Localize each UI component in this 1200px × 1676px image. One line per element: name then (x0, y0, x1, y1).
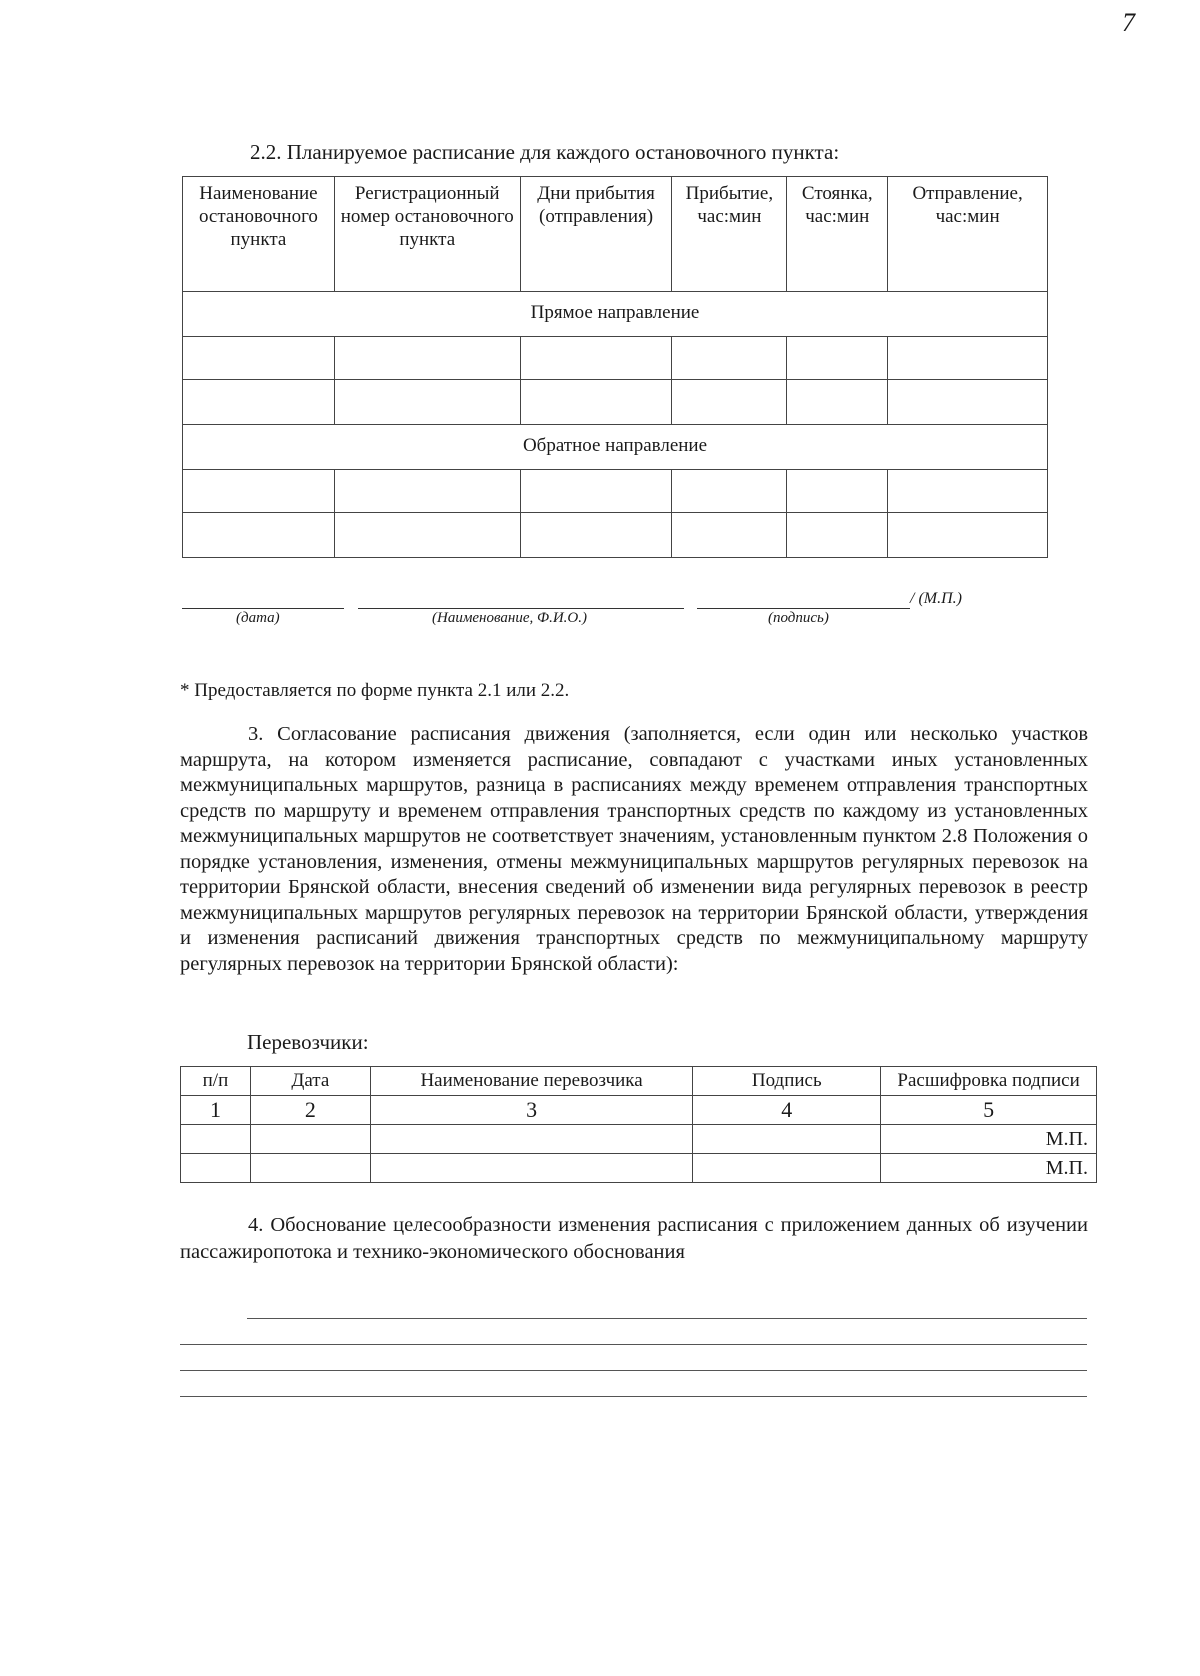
reverse-direction-row (183, 424, 1048, 469)
fill-line (180, 1396, 1087, 1397)
fill-line (247, 1318, 1087, 1319)
stamp-cell: М.П. (881, 1125, 1097, 1154)
forward-direction-row (183, 291, 1048, 336)
table-row (181, 1125, 1097, 1154)
header-date: Дата (250, 1067, 370, 1096)
fill-line (180, 1344, 1087, 1345)
forward-direction-label: Прямое направление (183, 291, 1048, 336)
col-number-4: 4 (693, 1096, 881, 1125)
carriers-title: Перевозчики: (247, 1030, 369, 1054)
page-number: 7 (1122, 8, 1135, 37)
table-row (183, 379, 1048, 424)
fill-line (180, 1370, 1087, 1371)
date-caption: (дата) (236, 610, 280, 626)
table-row (183, 336, 1048, 379)
date-line (182, 608, 344, 609)
section-3-text: 3. Согласование расписания движения (заполняется, если один или несколько участков маршрута, на котором изменяется расписание, совпадают с участками иных установленных межмуниципальных маршрутов, разница в расписаниях между временем отправления транспортных средств по маршруту и временем отправления транспортных средств по каждому из установленных межмуниципальных маршрутов не соответствует значениям, установленным пунктом 2.8 Положения о порядке установления, изменения, отмены межмуниципальных маршрутов регулярных перевозок на территории Брянской области, внесения сведений об изменении вида регулярных перевозок в реестр межмуниципальных маршрутов регулярных перевозок на территории Брянской области, утверждения и изменения расписаний движения транспортных средств по межмуниципальному маршруту регулярных перевозок на территории Брянской области): (180, 723, 1088, 975)
header-stop-time: Стоянка, час:мин (787, 177, 888, 292)
schedule-table (182, 176, 1048, 558)
section-4-text: 4. Обоснование целесообразности изменения расписания с приложением данных об изучении пассажиропотока и технико-экономического обоснования (180, 1214, 1088, 1263)
header-stop-name: Наименование остановочного пункта (183, 177, 335, 292)
name-line (358, 608, 684, 609)
col-number-1: 1 (181, 1096, 251, 1125)
header-carrier-name: Наименование перевозчика (370, 1067, 693, 1096)
header-signature: Подпись (693, 1067, 881, 1096)
header-days: Дни прибытия (отправления) (520, 177, 672, 292)
table-row (181, 1154, 1097, 1183)
stamp-label: / (М.П.) (910, 590, 962, 607)
signature-line (697, 608, 910, 609)
header-signature-decoding: Расшифровка подписи (881, 1067, 1097, 1096)
col-number-2: 2 (250, 1096, 370, 1125)
reverse-direction-label: Обратное направление (183, 424, 1048, 469)
footnote: * Предоставляется по форме пункта 2.1 или 2.2. (180, 680, 570, 701)
carriers-number-row (181, 1096, 1097, 1125)
header-number: п/п (181, 1067, 251, 1096)
carriers-header-row (181, 1067, 1097, 1096)
col-number-5: 5 (881, 1096, 1097, 1125)
header-arrival: Прибытие, час:мин (672, 177, 787, 292)
table-row (183, 469, 1048, 512)
signature-caption: (подпись) (768, 610, 829, 626)
section-2-2-heading: 2.2. Планируемое расписание для каждого остановочного пункта: (250, 140, 840, 164)
col-number-3: 3 (370, 1096, 693, 1125)
schedule-header-row (183, 177, 1048, 292)
carriers-table (180, 1066, 1097, 1183)
name-caption: (Наименование, Ф.И.О.) (432, 610, 587, 626)
stamp-cell: М.П. (881, 1154, 1097, 1183)
header-reg-number: Регистрационный номер остановочного пункта (334, 177, 520, 292)
table-row (183, 512, 1048, 557)
header-departure: Отправление, час:мин (888, 177, 1048, 292)
